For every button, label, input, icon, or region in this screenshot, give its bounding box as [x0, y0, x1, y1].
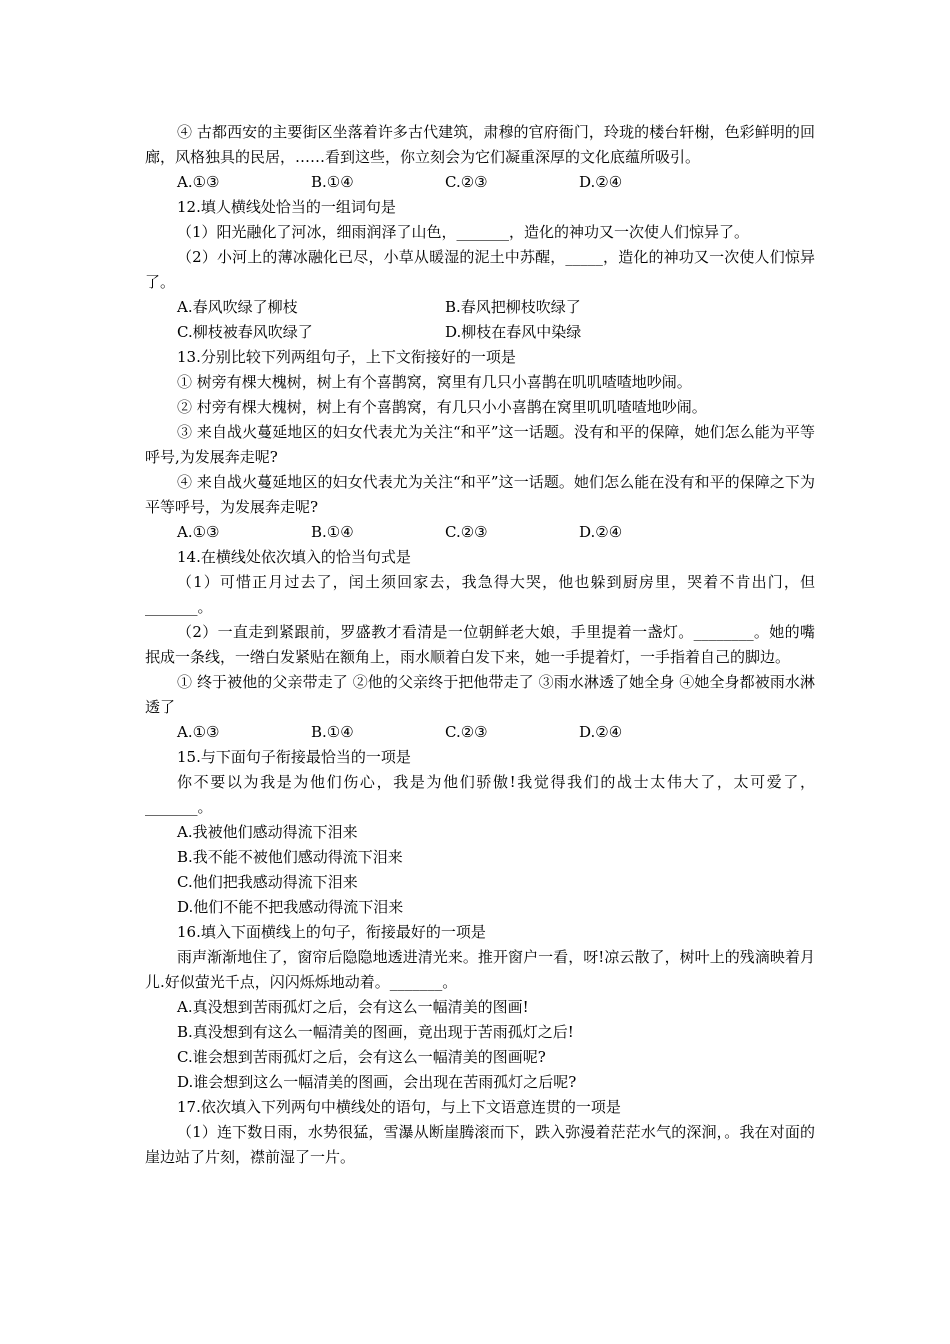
q12-sentence-2: （2）小河上的薄冰融化已尽，小草从暖湿的泥土中苏醒，_____，造化的神功又一次使人们惊异了。 [145, 248, 815, 291]
q17-stem: 17.依次填入下列两句中横线处的语句，与上下文语意连贯的一项是 [177, 1098, 621, 1116]
q13-option-d: D.②④ [579, 523, 623, 541]
q16-text: 雨声渐渐地住了，窗帘后隐隐地透进清光来。推开窗户一看，呀!凉云散了，树叶上的残滴映着月儿.好似萤光千点，闪闪烁烁地动着。_______。 [145, 948, 815, 991]
q13-stem: 13.分别比较下列两组句子，上下文衔接好的一项是 [177, 348, 516, 366]
q12-options-row-2 [145, 320, 815, 345]
document-page [145, 120, 815, 1170]
q15-text: 你不要以为我是为他们伤心，我是为他们骄傲!我觉得我们的战士太伟大了，太可爱了，_______。 [145, 773, 815, 816]
q13-option-a: A.①③ [177, 523, 220, 541]
q13-option-b: B.①④ [311, 523, 354, 541]
q14-option-c: C.②③ [445, 723, 488, 741]
q14-sentence-2: （2）一直走到紧跟前，罗盛教才看清是一位朝鲜老大娘，手里提着一盏灯。________。她的嘴抿成一条线，一绺白发紧贴在额角上，雨水顺着白发下来，她一手提着灯，一手指着自己的脚边。 [145, 623, 815, 666]
q14-stem: 14.在横线处依次填入的恰当句式是 [177, 548, 411, 566]
q16-option-b: B.真没想到有这么一幅清美的图画，竟出现于苦雨孤灯之后! [177, 1023, 574, 1041]
q13-options [145, 520, 815, 545]
q11-option-a: A.①③ [177, 173, 220, 191]
q15-option-b: B.我不能不被他们感动得流下泪来 [177, 848, 403, 866]
q11-item-4: ④ 古都西安的主要街区坐落着许多古代建筑，肃穆的官府衙门，玲珑的楼台轩榭，色彩鲜明的回廊，风格独具的民居，……看到这些，你立刻会为它们凝重深厚的文化底蕴所吸引。 [145, 123, 815, 166]
q15-option-a: A.我被他们感动得流下泪来 [177, 823, 358, 841]
q12-options-row-1 [145, 295, 815, 320]
q15-option-d: D.他们不能不把我感动得流下泪来 [177, 898, 404, 916]
q12-option-a: A.春风吹绿了柳枝 [177, 298, 298, 316]
q16-option-a: A.真没想到苦雨孤灯之后，会有这么一幅清美的图画! [177, 998, 529, 1016]
q12-sentence-1: （1）阳光融化了河冰，细雨润泽了山色，_______，造化的神功又一次使人们惊异了。 [177, 223, 750, 241]
q13-option-c: C.②③ [445, 523, 488, 541]
q14-option-d: D.②④ [579, 723, 623, 741]
q14-options [145, 720, 815, 745]
q16-option-d: D.谁会想到这么一幅清美的图画，会出现在苦雨孤灯之后呢? [177, 1073, 577, 1091]
q13-item-4: ④ 来自战火蔓延地区的妇女代表尤为关注“和平”这一话题。她们怎么能在没有和平的保障之下为平等呼号，为发展奔走呢? [145, 473, 815, 516]
q12-stem: 12.填人横线处恰当的一组词句是 [177, 198, 396, 216]
q11-options [145, 170, 815, 195]
q14-choices: ① 终于被他的父亲带走了 ②他的父亲终于把他带走了 ③雨水淋透了她全身 ④她全身都被雨水淋透了 [145, 673, 815, 716]
q12-option-d: D.柳枝在春风中染绿 [445, 323, 582, 341]
q16-stem: 16.填入下面横线上的句子，衔接最好的一项是 [177, 923, 486, 941]
q13-item-1: ① 树旁有棵大槐树，树上有个喜鹊窝，窝里有几只小喜鹊在叽叽喳喳地吵闹。 [177, 373, 692, 391]
q12-option-c: C.柳枝被春风吹绿了 [177, 323, 313, 341]
q13-item-3: ③ 来自战火蔓延地区的妇女代表尤为关注“和平”这一话题。没有和平的保障，她们怎么能为平等呼号,为发展奔走呢? [145, 423, 815, 466]
q13-item-2: ② 村旁有棵大槐树，树上有个喜鹊窝，有几只小小喜鹊在窝里叽叽喳喳地吵闹。 [177, 398, 707, 416]
q14-option-a: A.①③ [177, 723, 220, 741]
q14-option-b: B.①④ [311, 723, 354, 741]
q15-option-c: C.他们把我感动得流下泪来 [177, 873, 358, 891]
q12-option-b: B.春风把柳枝吹绿了 [445, 298, 581, 316]
q15-stem: 15.与下面句子衔接最恰当的一项是 [177, 748, 411, 766]
q11-option-c: C.②③ [445, 173, 488, 191]
q14-sentence-1: （1）可惜正月过去了，闰土须回家去，我急得大哭，他也躲到厨房里，哭着不肯出门，但_______。 [145, 573, 815, 616]
q11-option-b: B.①④ [311, 173, 354, 191]
q16-option-c: C.谁会想到苦雨孤灯之后，会有这么一幅清美的图画呢? [177, 1048, 546, 1066]
q11-option-d: D.②④ [579, 173, 623, 191]
q17-sentence-1: （1）连下数日雨，水势很猛，雪瀑从断崖腾滚而下，跌入弥漫着茫茫水气的深涧，。我在对面的崖边站了片刻，襟前湿了一片。 [145, 1123, 815, 1166]
